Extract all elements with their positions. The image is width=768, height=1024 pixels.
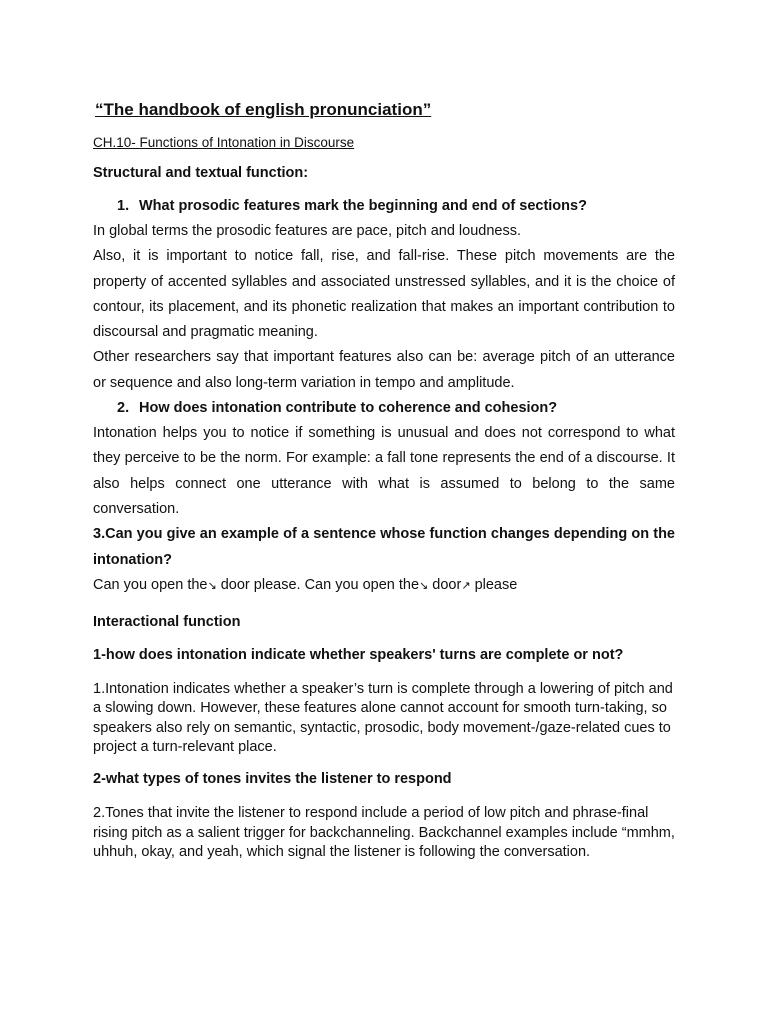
paragraph-prosodic-features: In global terms the prosodic features are pace, pitch and loudness.: [93, 223, 522, 239]
interactional-answer-1: 1.Intonation indicates whether a speaker’s turn is complete through a lowering of pitch and a slowing down. However, these features alone cannot account for smooth turn-taking, so speakers also rely on semantic, syntactic, prosodic, body movement-/gaze-related cues to project a turn-relevant place.: [93, 681, 673, 756]
example-part-b: door please. Can you open the: [216, 576, 420, 593]
interactional-question-2: 2-what types of tones invites the listener to respond: [93, 771, 452, 788]
example-sentence: [93, 573, 675, 598]
document-body: [93, 100, 675, 862]
document-title: “The handbook of english pronunciation”: [95, 100, 432, 119]
question-2-number: 2.: [117, 400, 130, 417]
question-2: [93, 396, 675, 421]
question-1-text: What prosodic features mark the beginning and end of sections?: [139, 198, 587, 214]
question-1-number: 1.: [117, 198, 130, 214]
question-1: [93, 194, 675, 219]
fall-arrow-icon: ↘: [207, 578, 217, 592]
chapter-heading: CH.10- Functions of Intonation in Discourse: [93, 135, 355, 150]
example-part-a: Can you open the: [93, 576, 208, 593]
example-part-c: door: [428, 576, 462, 593]
question-3: 3.Can you give an example of a sentence whose function changes depending on the intonation?: [93, 526, 675, 568]
section-heading-structural: Structural and textual function:: [93, 165, 309, 181]
example-part-d: please: [470, 576, 518, 593]
paragraph-other-researchers: Other researchers say that important features also can be: average pitch of an utterance or sequence and also long-term variation in tempo and amplitude.: [93, 349, 675, 391]
interactional-question-1: 1-how does intonation indicate whether speakers' turns are complete or not?: [93, 647, 624, 664]
section-heading-interactional: Interactional function: [93, 614, 241, 631]
question-2-text: How does intonation contribute to coherence and cohesion?: [139, 400, 558, 417]
rise-arrow-icon: ↗: [461, 578, 471, 592]
paragraph-coherence: Intonation helps you to notice if something is unusual and does not correspond to what they perceive to be the norm. For example: a fall tone represents the end of a discourse. It also helps connect one utterance with what is assumed to belong to the same conversation.: [93, 425, 675, 517]
interactional-answer-2: 2.Tones that invite the listener to respond include a period of low pitch and phrase-final rising pitch as a salient trigger for backchanneling. Backchannel examples include “mmhm, uhhuh, okay, and yeah, which signal the listener is following the conversation.: [93, 805, 675, 860]
paragraph-pitch-movements: Also, it is important to notice fall, rise, and fall-rise. These pitch movements are the property of accented syllables and associated unstressed syllables, and it is the choice of contour, its placement, and its phonetic realization that makes an important contribution to discoursal and pragmatic meaning.: [93, 248, 675, 341]
fall-arrow-icon: ↘: [419, 578, 429, 592]
